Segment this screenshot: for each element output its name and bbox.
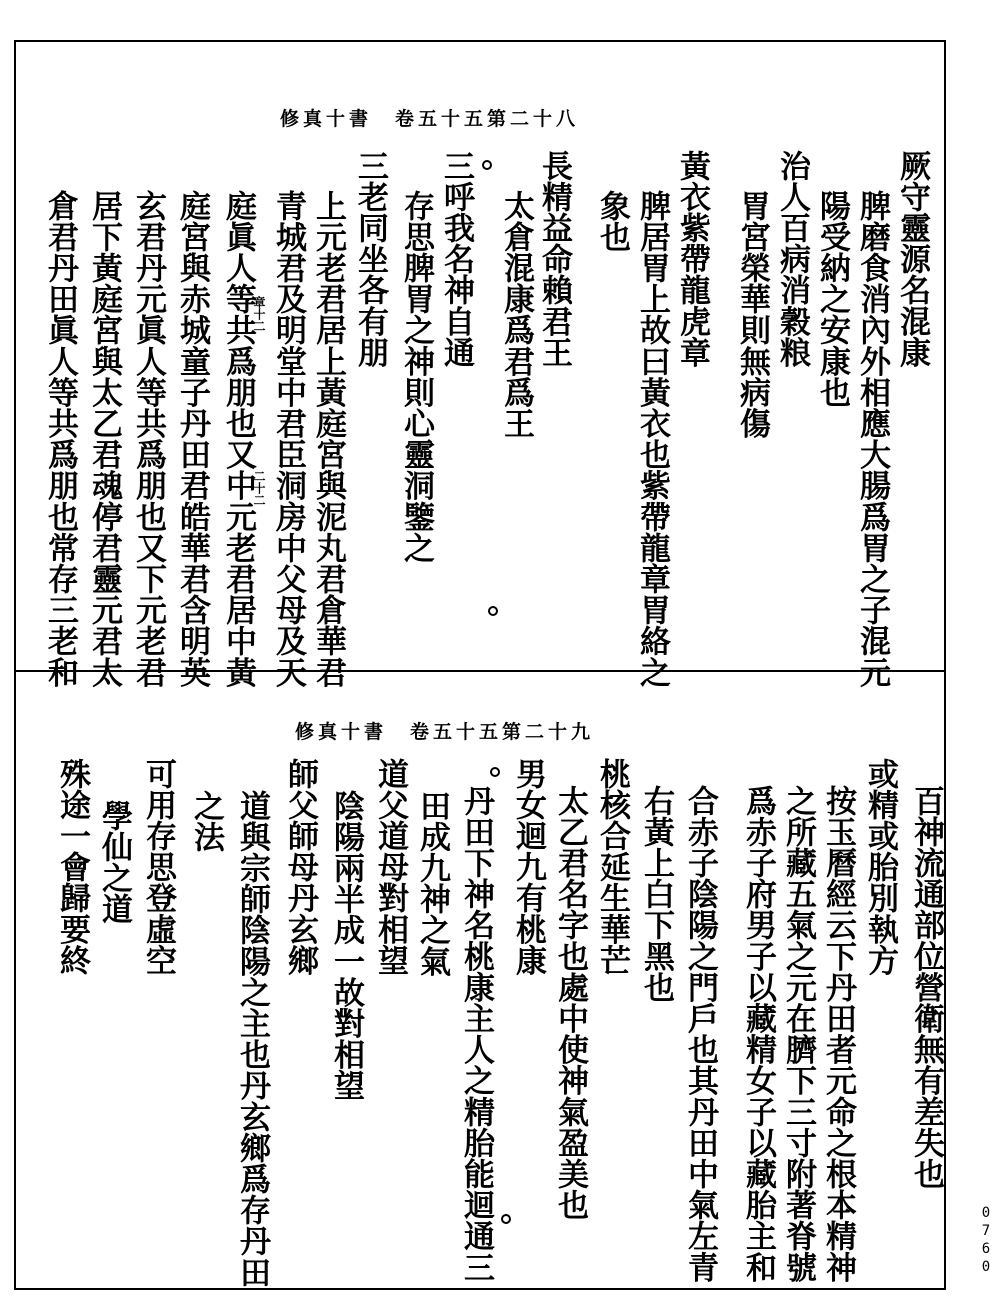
- top-column-19: 居下黃庭宮與太乙君魂停君靈元君太: [86, 190, 122, 688]
- bottom-column-8: 桃核合延生華芒: [594, 758, 630, 976]
- bottom-column-14: 陰陽兩半成一故對相望: [328, 790, 364, 1101]
- top-column-4: 治人百病消穀粮: [774, 150, 810, 368]
- top-column-1: 厥守靈源名混康: [894, 150, 930, 368]
- bottom-column-2: 或精或胎別執方: [862, 758, 898, 976]
- bottom-column-5: 爲赤子府男子以藏精女子以藏胎主和: [740, 785, 776, 1283]
- top-column-7: 脾居胃上故曰黃衣也紫帶龍章胃絡之: [634, 190, 670, 688]
- top-column-10: 太倉混康爲君爲王: [498, 190, 534, 439]
- circle-mark: [501, 1214, 511, 1224]
- bottom-column-1: 百神流通部位營衛無有差失也: [908, 785, 944, 1190]
- top-column-5: 胃宮榮華則無病傷: [734, 190, 770, 439]
- bottom-column-20: 殊途一會歸要終: [54, 758, 90, 976]
- top-small-note-2: 二十二: [252, 470, 266, 506]
- top-column-11: 三呼我名神自通: [438, 150, 474, 368]
- top-column-6: 黃衣紫帶龍虎章: [674, 150, 710, 368]
- top-column-2: 脾磨食消內外相應大腸爲胃之子混元: [854, 190, 890, 688]
- top-column-13: 三老同坐各有朋: [352, 150, 388, 368]
- top-column-15: 青城君及明堂中君臣洞房中父母及天: [270, 190, 306, 688]
- top-small-note-1: 章十二: [252, 296, 266, 332]
- top-column-8: 象也: [594, 190, 630, 253]
- bottom-column-10: 男女迴九有桃康: [510, 758, 546, 976]
- bottom-column-12: 田成九神之氣: [414, 790, 450, 977]
- circle-mark: [488, 606, 498, 616]
- top-column-18: 玄君丹元眞人等共爲朋也又下元老君: [130, 190, 166, 688]
- bottom-column-4: 之所藏五氣之元在臍下三寸附著脊號: [780, 785, 816, 1283]
- circle-mark: [482, 160, 492, 170]
- top-column-9: 長精益命賴君王: [536, 150, 572, 368]
- top-column-3: 陽受納之安康也: [814, 190, 850, 408]
- bottom-column-6: 合赤子陰陽之門戶也其丹田中氣左青: [682, 785, 718, 1283]
- bottom-column-13: 道父道母對相望: [372, 758, 408, 976]
- bottom-header: 修真十書 卷五十五第二十九: [295, 721, 595, 743]
- bottom-column-7: 右黃上白下黑也: [638, 785, 674, 1003]
- bottom-column-18: 可用存思登虛空: [140, 758, 176, 976]
- bottom-column-9: 太乙君名字也處中使神氣盈美也: [552, 785, 588, 1221]
- top-column-17: 庭宮與赤城童子丹田君皓華君含明英: [174, 190, 210, 688]
- bottom-column-3: 按玉曆經云下丹田者元命之根本精神: [820, 785, 856, 1283]
- top-column-16: 庭眞人等共爲朋也又中元老君居中黃: [220, 190, 256, 688]
- top-header: 修真十書 卷五十五第二十八: [280, 108, 580, 130]
- bottom-column-17: 之法: [188, 790, 224, 853]
- page-number: 0760: [978, 1205, 994, 1277]
- top-column-12: 存思脾胃之神則心靈洞鑒之: [398, 190, 434, 564]
- bottom-column-19: 學仙之道: [96, 800, 132, 925]
- circle-mark: [490, 767, 500, 777]
- bottom-column-15: 師父師母丹玄鄉: [282, 758, 318, 976]
- bottom-column-11: 丹田下神名桃康主人之精胎能迴通三: [458, 785, 494, 1283]
- bottom-column-16: 道與宗師陰陽之主也丹玄鄉爲存丹田: [234, 790, 270, 1288]
- top-column-14: 上元老君居上黃庭宮與泥丸君倉華君: [310, 190, 346, 688]
- top-column-20: 倉君丹田眞人等共爲朋也常存三老和: [42, 190, 78, 688]
